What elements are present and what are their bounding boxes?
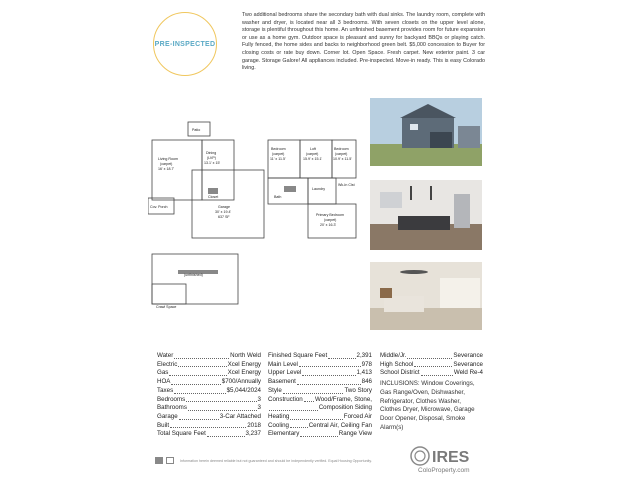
plan-living: Living Room [158,157,178,161]
fact-value: 846 [361,378,372,386]
pre-inspected-badge [153,12,217,76]
fact-leader [290,427,308,428]
fact-leader [290,419,342,420]
fact-label: Elementary [268,430,300,438]
facts-column-2 [268,352,372,439]
fact-value: $700/Annually [221,378,261,386]
fact-leader [299,366,361,367]
plan-loft-floor: (carpet) [306,152,319,156]
fact-leader [170,427,246,428]
fact-label: Construction [268,395,303,403]
fact-label: Finished Square Feet [268,352,328,359]
fact-row [157,387,261,396]
fact-label: Style [268,386,282,394]
fact-row [157,413,261,422]
fact-row [268,413,372,422]
fact-value: Xcel Energy [227,360,261,368]
fact-label: Basement [268,378,296,386]
fact-label: Upper Level [268,369,302,377]
footer-logos [155,457,174,464]
fact-label: Total Square Feet [157,430,206,438]
fact-value: Two Story [344,386,372,394]
fact-leader [179,419,219,420]
plan-wic: Wk-In Clst [338,183,355,187]
plan-primary-dim: 20' x 16.3' [320,223,337,227]
fact-leader [269,410,318,411]
fact-row [268,369,372,378]
fact-value: 3 [257,395,261,403]
ires-sub-text: ColoProperty.com [418,467,470,474]
fact-row [157,378,261,387]
fact-label: Main Level [268,360,298,368]
plan-bed2-floor: (carpet) [335,152,348,156]
ires-logo [410,440,490,474]
fact-leader [304,401,314,402]
inclusions: INCLUSIONS: Window Coverings, Gas Range/Oven, Dishwasher, Refrigerator, Clothes Washer, Clothes Dryer, Microwave, Garage Door Opener, Disposal, Smoke Alarm(s) [380,380,475,431]
fact-leader [174,358,229,359]
fact-label: Taxes [157,386,174,394]
fact-leader [186,401,256,402]
plan-dining: Dining [206,151,217,155]
plan-living-floor: (carpet) [160,162,173,166]
fact-row [157,422,261,431]
floor-plan-drawing [148,100,363,315]
kitchen-photo [370,180,482,250]
house-exterior-photo [370,98,482,166]
fact-row [157,404,261,413]
plan-primary-floor: (carpet) [324,218,337,222]
footer-disclaimer: Information herein deemed reliable but not guaranteed and should be independently verified. Equal Housing Opportunity. [180,459,372,463]
plan-loft-dim: 15.9' x 15.1' [303,157,323,161]
fact-label: High School [380,360,414,368]
fact-leader [283,393,344,394]
fact-leader [169,375,226,376]
plan-closet: Closet [208,195,219,199]
fact-leader [300,436,337,437]
fact-label: Water [157,352,174,359]
fact-value: 2018 [247,421,261,429]
fact-leader [297,384,361,385]
plan-loft: Loft [310,147,316,151]
fact-row [380,361,483,370]
plan-laundry: Laundry [312,187,325,191]
fact-label: Bathrooms [157,404,187,412]
facts-column-3 [380,352,483,378]
plan-dining-dim: 13.1' x 15' [204,161,221,165]
facts-column-1 [157,352,261,439]
primary-bedroom-photo [370,262,482,330]
fact-row [268,404,372,413]
fact-leader [174,393,225,394]
fact-value: 2,391 [356,352,372,359]
fact-value: 3-Car Attached [219,412,261,420]
ires-logo-text: IRES [432,449,470,466]
fact-label: Heating [268,412,290,420]
fact-row [157,352,261,361]
fact-row [380,369,483,378]
fact-row [157,430,261,439]
laundry-outline [308,178,336,204]
plan-patio: Patio [192,128,201,132]
fact-label: Bedrooms [157,395,186,403]
fact-value: Xcel Energy [227,369,261,377]
fact-leader [328,358,355,359]
fact-row [268,378,372,387]
fact-label: Middle/Jr. [380,352,407,359]
floor-plans [148,100,363,315]
fact-row [268,422,372,431]
fact-value: Central Air, Ceiling Fan [308,421,372,429]
fact-value: Composition Siding [318,404,372,412]
realtor-icon [155,457,163,464]
fact-leader [188,410,257,411]
plan-living-dim: 16' x 18.7' [158,167,175,171]
basement-outline [152,254,238,304]
plan-garage-sf: 637 SF [218,215,230,219]
fact-value: North Weld [230,352,261,359]
fact-leader [414,366,452,367]
plan-garage: Garage [218,205,230,209]
fact-row [268,387,372,396]
crawl-outline [152,284,186,304]
fact-leader [421,375,453,376]
equal-housing-icon [166,457,174,464]
plan-bed1-floor: (carpet) [272,152,285,156]
plan-bed1-dim: 11' x 11.5' [270,157,286,161]
plan-crawl: Crawl Space [156,305,177,309]
fact-row [268,430,372,439]
plan-porch: Cov. Porch [150,205,168,209]
plan-garage-dim: 30' x 19.4' [215,210,232,214]
fact-leader [407,358,452,359]
fact-label: HOA [157,378,171,386]
fact-row [268,352,372,361]
fact-value: 3 [257,404,261,412]
fact-row [157,369,261,378]
fact-label: Gas [157,369,169,377]
fact-value: Severance [453,360,483,368]
fact-value: Range View [338,430,372,438]
fact-label: Garage [157,412,178,420]
fact-row [268,361,372,370]
property-description: Two additional bedrooms share the secondary bath with dual sinks. The laundry room, complete with washer and dryer, is located near all 3 bedrooms. With seven closets on the upper level alone, storage is plentiful throughout this home. An unfinished basement provides room for future expansion or use as a home gym. Outdoor space is pleasant and sunny for backyard BBQs or playing catch. Fully fenced, the home sides and backs to neighborhood green belt. $5,000 concession to Buyer for closing costs or rate buy down. Corner lot. Open Space. Fresh carpet. New exterior paint. 3 car garage. Storage Galore! All appliances included. Pre-inspected. Move-in ready. This is easy Colorado living. [242,12,485,72]
fact-value: Wood/Frame, Stone, [315,395,372,403]
badge-text: PRE-INSPECTED [154,40,216,48]
fact-row [157,361,261,370]
fact-value: 978 [361,360,372,368]
plan-dining-floor: (LVP) [207,156,216,160]
fact-leader [171,384,220,385]
fact-value: $5,044/2024 [226,386,261,394]
fact-row [157,396,261,405]
fact-label: Built [157,421,170,429]
fact-leader [302,375,355,376]
fact-value: Severance [453,352,483,359]
plan-primary: Primary Bedroom [316,213,344,217]
fact-value: Forced Air [343,412,372,420]
plan-bed2: Bedroom [334,147,349,151]
plan-unfinished: (unfinished) [184,273,203,277]
fact-label: School District [380,369,420,377]
fact-leader [207,436,245,437]
fact-row [380,352,483,361]
plan-bath: Bath [274,195,282,199]
fact-label: Cooling [268,421,289,429]
plan-bed2-dim: 10.9' x 11.5' [333,157,352,161]
fact-value: 1,413 [356,369,372,377]
fact-value: Weld Re-4 [453,369,483,377]
fact-leader [178,366,226,367]
fact-value: 3,237 [245,430,261,438]
fact-label: Electric [157,360,178,368]
garage-outline [192,170,264,238]
plan-bed1: Bedroom [271,147,286,151]
fact-row [268,396,372,405]
